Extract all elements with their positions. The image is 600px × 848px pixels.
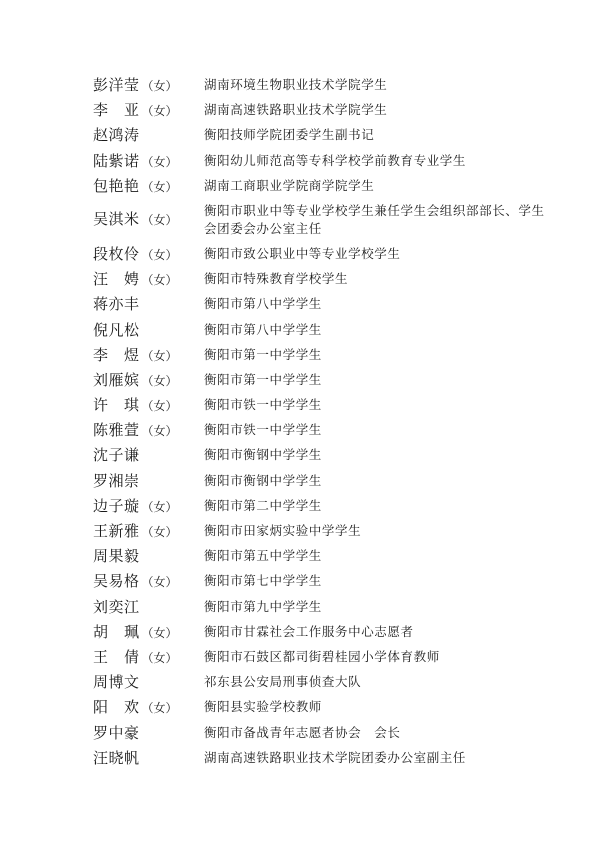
person-desc: 衡阳市田家炳实验中学学生 (204, 523, 362, 538)
gender-note: （女） (141, 575, 178, 590)
person-desc: 衡阳市第二中学学生 (204, 497, 322, 513)
list-item (93, 368, 553, 393)
person-desc: 衡阳市备战青年志愿者协会 会长 (204, 724, 401, 740)
gender-note: （女） (141, 399, 178, 414)
person-name: 王新雅 （女） (93, 522, 178, 540)
person-name: 包艳艳 （女） (93, 176, 178, 195)
person-name: 汪晓帆 (93, 748, 140, 767)
person-name: 许 琪 （女） (93, 396, 178, 415)
person-desc: 衡阳市第九中学学生 (204, 598, 322, 614)
gender-note: （女） (141, 179, 178, 194)
person-desc: 衡阳市第八中学学生 (204, 321, 322, 337)
list-item (93, 746, 553, 771)
person-name: 彭洋莹 （女） (93, 76, 178, 94)
person-desc: 衡阳市特殊教育学校学生 (204, 271, 349, 287)
person-desc: 衡阳市铁一中学学生 (204, 422, 322, 438)
person-name: 周博文 (93, 673, 140, 692)
list-item (93, 343, 553, 368)
person-desc: 衡阳县实验学校教师 (204, 699, 322, 715)
gender-note: （女） (141, 525, 178, 539)
person-desc: 衡阳市铁一中学学生 (204, 397, 322, 413)
list-item (93, 149, 553, 174)
gender-note: （女） (141, 154, 178, 169)
gender-note: （女） (141, 625, 178, 640)
person-name: 阳 欢 （女） (93, 698, 178, 717)
gender-note: （女） (141, 247, 178, 262)
list-item (93, 292, 553, 317)
person-name: 吴易格 （女） (93, 572, 178, 591)
person-name: 王 倩 （女） (93, 647, 178, 666)
person-desc: 湖南高速铁路职业技术学院学生 (204, 102, 388, 118)
list-item (93, 469, 553, 494)
list-item (93, 393, 553, 418)
list-item (93, 519, 553, 544)
person-name: 边子璇 （女） (93, 496, 178, 515)
gender-note: （女） (141, 701, 178, 716)
person-name: 李 亚 （女） (93, 101, 178, 120)
person-name: 胡 珮 （女） (93, 622, 178, 641)
list-item (93, 695, 553, 720)
person-name: 段枚伶 （女） (93, 244, 178, 263)
person-desc: 湖南高速铁路职业技术学院团委办公室副主任 (204, 749, 467, 765)
person-name: 周果毅 (93, 547, 140, 566)
person-desc: 衡阳市第一中学学生 (204, 346, 322, 362)
person-desc: 衡阳市第五中学学生 (204, 548, 322, 564)
person-desc: 衡阳市第七中学学生 (204, 573, 322, 589)
person-desc: 衡阳市甘霖社会工作服务中心志愿者 (204, 623, 414, 639)
person-name: 罗中豪 (93, 723, 140, 742)
list-item (93, 544, 553, 569)
gender-note: （女） (141, 104, 178, 119)
person-name: 吴淇米 （女） (93, 209, 178, 228)
gender-note: （女） (141, 650, 178, 665)
list-item (93, 242, 553, 267)
person-name: 刘奕江 (93, 597, 140, 616)
person-desc: 衡阳市衡钢中学学生 (204, 472, 322, 488)
gender-note: （女） (141, 79, 178, 93)
person-desc: 衡阳技师学院团委学生副书记 (204, 127, 375, 143)
list-item (93, 595, 553, 620)
gender-note: （女） (141, 373, 178, 388)
person-name: 刘雁嫔 （女） (93, 370, 178, 389)
list-item (93, 670, 553, 695)
list-item (93, 645, 553, 670)
list-item (93, 721, 553, 746)
gender-note: （女） (141, 212, 178, 227)
person-desc: 祁东县公安局刑事侦查大队 (204, 674, 362, 690)
person-desc: 湖南工商职业学院商学院学生 (204, 177, 375, 193)
gender-note: （女） (141, 499, 178, 514)
honoree-list (93, 73, 553, 771)
gender-note: （女） (141, 424, 178, 439)
person-name: 李 煜 （女） (93, 345, 178, 364)
person-name: 沈子谦 (93, 446, 140, 465)
person-desc: 衡阳市石鼓区都司街碧桂园小学体育教师 (204, 648, 440, 664)
list-item (93, 494, 553, 519)
person-desc: 湖南环境生物职业技术学院学生 (204, 77, 388, 92)
person-name: 陈雅萱 （女） (93, 421, 178, 440)
person-name: 赵鸿涛 (93, 126, 140, 145)
list-item (93, 318, 553, 343)
list-item (93, 418, 553, 443)
person-desc: 衡阳市致公职业中等专业学校学生 (204, 245, 401, 261)
person-name: 陆紫诺 （女） (93, 151, 178, 170)
list-item (93, 569, 553, 594)
person-name: 倪凡松 (93, 320, 140, 339)
list-item (93, 199, 553, 242)
gender-note: （女） (141, 273, 178, 288)
person-desc: 衡阳市衡钢中学学生 (204, 447, 322, 463)
gender-note: （女） (141, 348, 178, 363)
person-name: 汪 娉 （女） (93, 270, 178, 289)
list-item (93, 98, 553, 123)
person-name: 罗湘崇 (93, 471, 140, 490)
list-item (93, 620, 553, 645)
list-item (93, 123, 553, 148)
person-desc: 衡阳市第八中学学生 (204, 296, 322, 312)
person-desc: 衡阳幼儿师范高等专科学校学前教育专业学生 (204, 152, 467, 168)
person-desc: 衡阳市第一中学学生 (204, 371, 322, 387)
person-name: 蒋亦丰 (93, 295, 140, 314)
list-item (93, 73, 553, 98)
person-desc: 衡阳市职业中等专业学校学生兼任学生会组织部部长、学生会团委会办公室主任 (204, 202, 545, 236)
list-item (93, 443, 553, 468)
list-item (93, 174, 553, 199)
list-item (93, 267, 553, 292)
